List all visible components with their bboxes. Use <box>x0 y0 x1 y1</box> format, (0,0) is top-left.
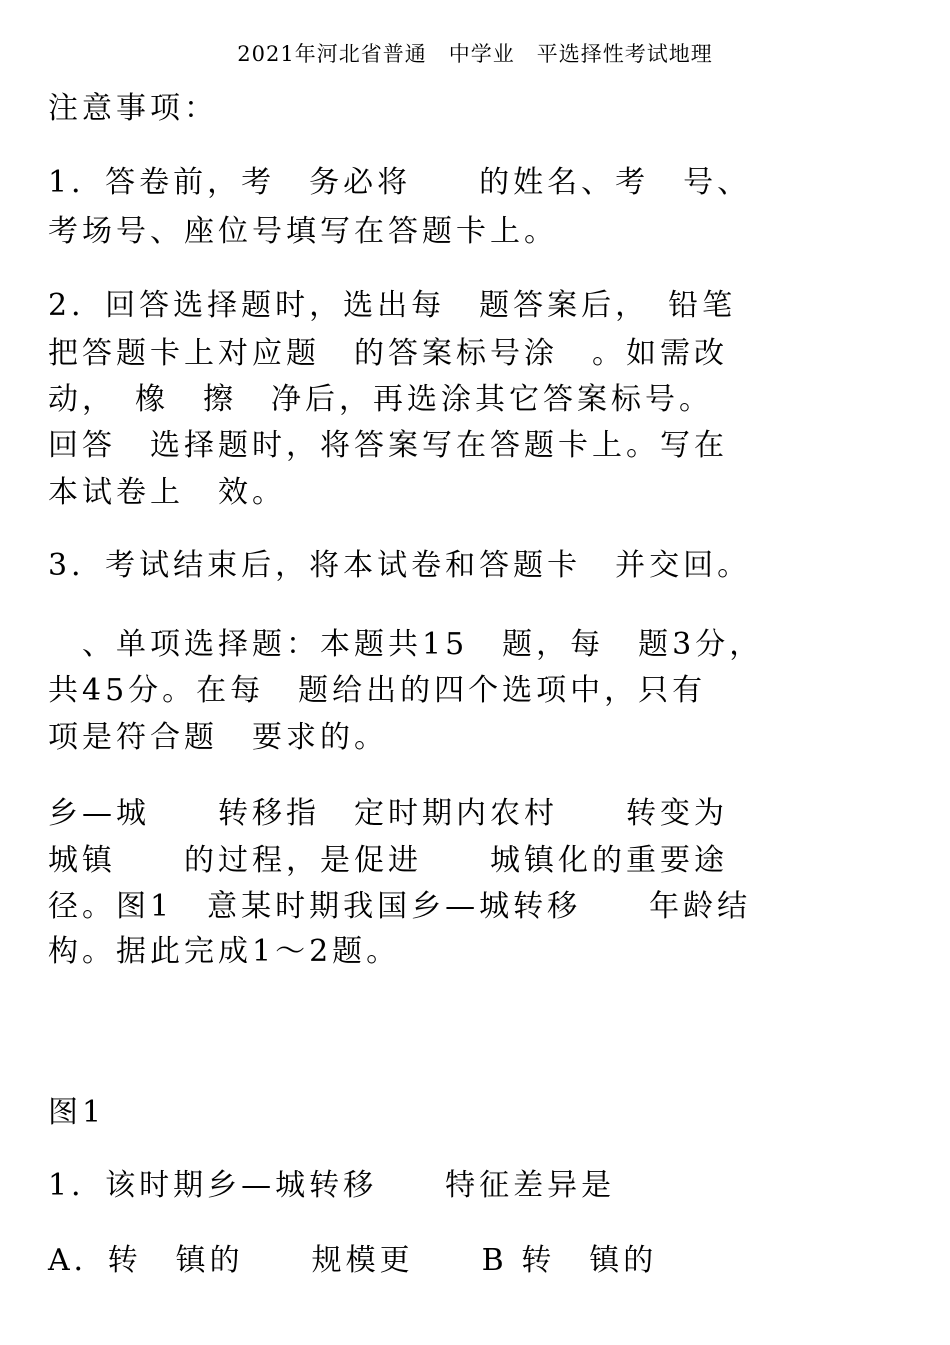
question-1-options: A．转 镇的 规模更 B 转 镇的 <box>48 1243 658 1278</box>
notice-item-2-line-1: 2．回答选择题时，选出每 题答案后， 铅笔 <box>48 288 737 323</box>
notice-item-1-line-2: 考场号、座位号填写在答题卡上。 <box>48 214 558 249</box>
passage-line-4: 构。据此完成1～2题。 <box>48 934 401 969</box>
notice-item-2-line-4: 回答 选择题时，将答案写在答题卡上。写在 <box>48 428 728 463</box>
notice-item-2-line-5: 本试卷上 效。 <box>48 475 286 510</box>
section-intro-line-3: 项是符合题 要求的。 <box>48 720 388 755</box>
notice-item-1-line-1: 1．答卷前，考 务必将 的姓名、考 号、 <box>48 165 752 200</box>
notice-item-3-line-1: 3．考试结束后，将本试卷和答题卡 并交回。 <box>48 548 752 583</box>
notice-heading: 注意事项： <box>48 91 218 126</box>
notice-item-2-line-2: 把答题卡上对应题 的答案标号涂 。如需改 <box>48 336 728 371</box>
passage-line-2: 城镇 的过程，是促进 城镇化的重要途 <box>48 843 728 878</box>
question-1-stem: 1．该时期乡—城转移 特征差异是 <box>48 1168 616 1203</box>
notice-item-2-line-3: 动， 橡 擦 净后，再选涂其它答案标号。 <box>48 382 713 417</box>
section-intro-line-1: 、单项选择题：本题共15 题，每 题3分， <box>48 627 764 662</box>
passage-line-3: 径。图1 意某时期我国乡—城转移 年龄结 <box>48 889 752 924</box>
passage-line-1: 乡—城 转移指 定时期内农村 转变为 <box>48 796 728 831</box>
exam-title: 2021年河北省普通 中学业 平选择性考试地理 <box>237 42 713 66</box>
section-intro-line-2: 共45分。在每 题给出的四个选项中，只有 <box>48 673 707 708</box>
figure-caption: 图1 <box>48 1095 106 1130</box>
